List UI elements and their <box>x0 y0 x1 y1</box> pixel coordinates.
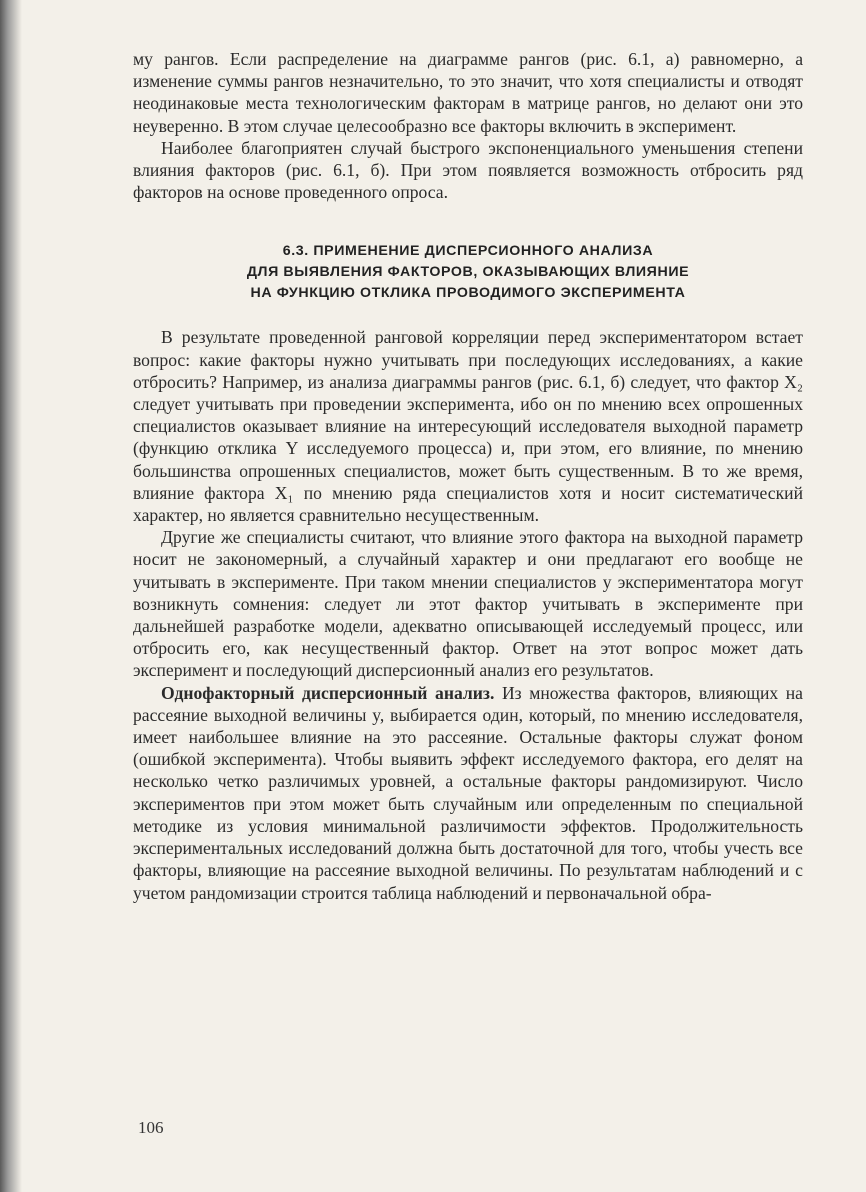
section-heading-line-2: ДЛЯ ВЫЯВЛЕНИЯ ФАКТОРОВ, ОКАЗЫВАЮЩИХ ВЛИЯНИЕ <box>246 264 690 281</box>
paragraph-other-specialists: Другие же специалисты считают, что влияние этого фактора на выходной параметр носит не закономерный, а случайный характер и они предлагают его вообще не учитывать в эксперименте. При таком мнении специалистов у экспериментатора могут возникнуть сомнения: следует ли этот фактор учитывать в эксперименте при дальнейшей разработке модели, адекватно описывающей исследуемый процесс, или отбросить его, как несущественный фактор. Ответ на этот вопрос может дать эксперимент и последующий дисперсионный анализ его результатов. <box>133 527 803 681</box>
paragraph-one-factor-analysis <box>133 682 803 904</box>
one-factor-analysis-text: Из множества факторов, влияющих на рассеяние выходной величины y, выбирается один, который, по мнению исследователя, имеет наибольшее влияние на это рассеяние. Остальные факторы служат фоном (ошибкой эксперимента). Чтобы выявить эффект исследуемого фактора, его делят на несколько четко различимых уровней, а остальные факторы рандомизируют. Число экспериментов при этом может быть случайным или определенным по специальной методике из условия минимальной различимости эффектов. Продолжительность экспериментальных исследований должна быть достаточной для того, чтобы учесть все факторы, влияющие на рассеяние выходной величины. По результатам наблюдений и с учетом рандомизации строится таблица наблюдений и первоначальной обра- <box>133 682 803 903</box>
paragraph-favorable-case: Наиболее благоприятен случай быстрого экспоненциального уменьшения степени влияния факторов (рис. 6.1, б). При этом появляется возможность отбросить ряд факторов на основе проведенного опроса. <box>133 137 803 203</box>
section-heading-line-3: НА ФУНКЦИЮ ОТКЛИКА ПРОВОДИМОГО ЭКСПЕРИМЕНТА <box>250 285 686 302</box>
runin-title: Однофакторный дисперсионный анализ. <box>161 682 495 703</box>
book-binding-edge <box>0 0 22 1192</box>
page-body <box>133 48 803 904</box>
section-heading-line-1: 6.3. ПРИМЕНЕНИЕ ДИСПЕРСИОННОГО АНАЛИЗА <box>282 243 654 260</box>
paragraph-continuation: му рангов. Если распределение на диаграмме рангов (рис. 6.1, а) равномерно, а изменение суммы рангов незначительно, то это значит, что хотя специалисты и отводят неодинаковые места технологическим факторам в матрице рангов, но делают они это неуверенно. В этом случае целесообразно все факторы включить в эксперимент. <box>133 49 803 136</box>
page-number: 106 <box>138 1118 164 1137</box>
paragraph-rank-correlation: В результате проведенной ранговой корреляции перед экспериментатором встает вопрос: какие факторы нужно учитывать при последующих исследованиях, а какие отбросить? Например, из анализа диаграммы рангов (рис. 6.1, б) следует, что фактор X₂ следует учитывать при проведении эксперимента, ибо он по мнению всех опрошенных специалистов оказывает влияние на интересующий исследователя выходной параметр (функцию отклика Y исследуемого процесса) и, при этом, его влияние, по мнению большинства опрошенных специалистов, может быть существенным. В то же время, влияние фактора X₁ по мнению ряда специалистов хотя и носит систематический характер, но является сравнительно несущественным. <box>133 327 803 526</box>
section-heading <box>133 241 803 304</box>
